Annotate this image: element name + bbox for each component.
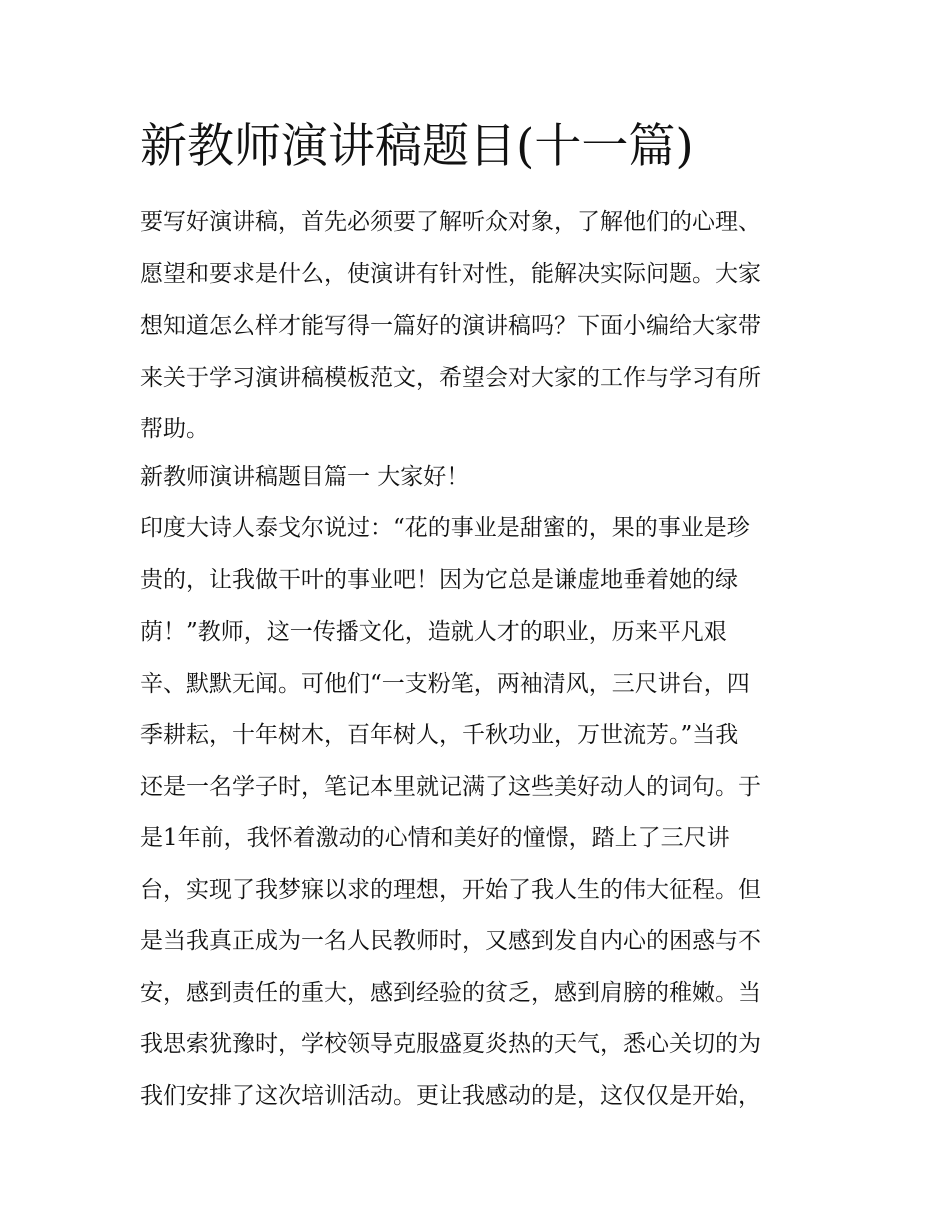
body-line: 愿望和要求是什么，使演讲有针对性，能解决实际问题。大家 (140, 261, 761, 287)
body-line: 是1年前，我怀着激动的心情和美好的憧憬，踏上了三尺讲 (140, 825, 730, 851)
body-line: 是当我真正成为一名人民教师时，又感到发自内心的困惑与不 (140, 928, 761, 954)
body-line: 安，感到责任的重大，感到经验的贫乏，感到肩膀的稚嫩。当 (140, 980, 761, 1006)
body-line: 帮助。 (140, 416, 209, 442)
body-line: 想知道怎么样才能写得一篇好的演讲稿吗？下面小编给大家带 (140, 313, 761, 339)
body-line: 印度大诗人泰戈尔说过：“花的事业是甜蜜的，果的事业是珍 (140, 515, 750, 541)
body-line: 我们安排了这次培训活动。更让我感动的是，这仅仅是开始， (140, 1083, 761, 1109)
body-line: 荫！”教师，这一传播文化，造就人才的职业，历来平凡艰 (140, 619, 727, 645)
body-line: 季耕耘，十年树木，百年树人，千秋功业，万世流芳。”当我 (140, 722, 739, 748)
body-line: 台，实现了我梦寐以求的理想，开始了我人生的伟大征程。但 (140, 877, 761, 903)
body-line: 贵的，让我做干叶的事业吧！因为它总是谦虚地垂着她的绿 (140, 567, 738, 593)
section-heading: 新教师演讲稿题目篇一 大家好！ (140, 464, 470, 490)
body-line: 辛、默默无闻。可他们“一支粉笔，两袖清风，三尺讲台，四 (140, 671, 750, 697)
body-line: 要写好演讲稿，首先必须要了解听众对象，了解他们的心理、 (140, 209, 761, 235)
body-line: 还是一名学子时，笔记本里就记满了这些美好动人的词句。于 (140, 774, 761, 800)
body-line: 我思索犹豫时，学校领导克服盛夏炎热的天气，悉心关切的为 (140, 1031, 761, 1057)
document-title: 新教师演讲稿题目(十一篇) (140, 119, 694, 174)
body-line: 来关于学习演讲稿模板范文，希望会对大家的工作与学习有所 (140, 365, 761, 391)
